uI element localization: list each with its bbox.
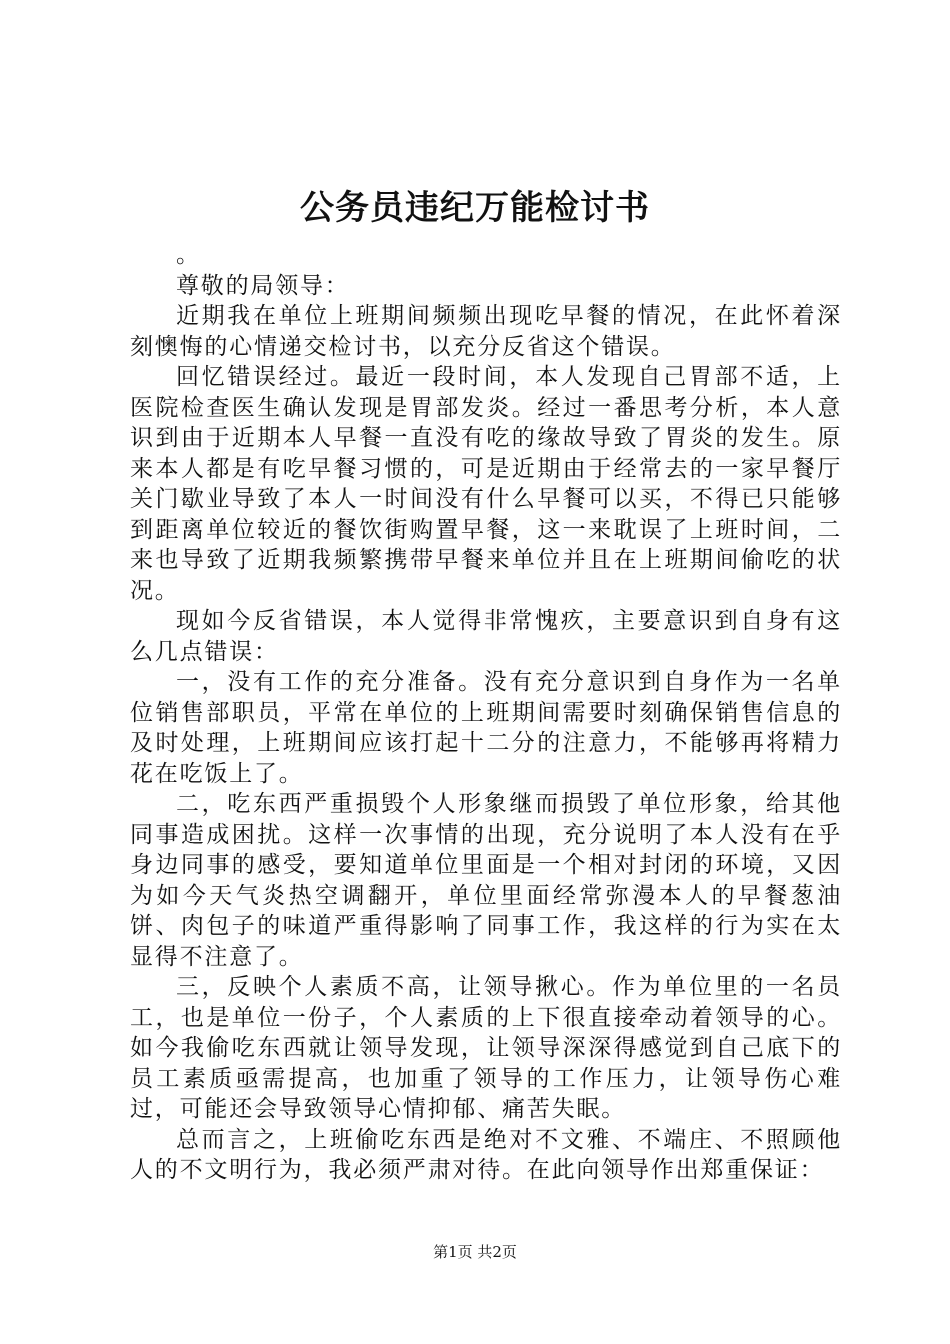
- paragraph: 三，反映个人素质不高，让领导揪心。作为单位里的一名员工，也是单位一份子，个人素质的上下很直接牵动着领导的心。如今我偷吃东西就让领导发现，让领导深深得感觉到自己底下的员工素质亟需提高，也加重了领导的工作压力，让领导伤心难过，可能还会导致领导心情抑郁、痛苦失眠。: [130, 974, 842, 1122]
- document-body: [130, 240, 842, 1186]
- page-number-footer: 第1页 共2页: [433, 1243, 517, 1261]
- paragraph: 一，没有工作的充分准备。没有充分意识到自身作为一名单位销售部职员，平常在单位的上班期间需要时刻确保销售信息的及时处理，上班期间应该打起十二分的注意力，不能够再将精力花在吃饭上了。: [130, 669, 842, 787]
- paragraph: 近期我在单位上班期间频频出现吃早餐的情况，在此怀着深刻懊悔的心情递交检讨书，以充分反省这个错误。: [130, 303, 842, 360]
- paragraph: 总而言之，上班偷吃东西是绝对不文雅、不端庄、不照顾他人的不文明行为，我必须严肃对待。在此向领导作出郑重保证：: [130, 1126, 842, 1183]
- salutation: 尊敬的局领导：: [176, 272, 350, 299]
- paragraph: 现如今反省错误，本人觉得非常愧疚，主要意识到自身有这么几点错误：: [130, 608, 842, 665]
- paragraph-mark: 。: [176, 242, 201, 268]
- paragraph: 回忆错误经过。最近一段时间，本人发现自己胃部不适，上医院检查医生确认发现是胃部发炎。经过一番思考分析，本人意识到由于近期本人早餐一直没有吃的缘故导致了胃炎的发生。原来本人都是有吃早餐习惯的，可是近期由于经常去的一家早餐厅关门歇业导致了本人一时间没有什么早餐可以买，不得已只能够到距离单位较近的餐饮街购置早餐，这一来耽误了上班时间，二来也导致了近期我频繁携带早餐来单位并且在上班期间偷吃的状况。: [130, 364, 842, 604]
- paragraph: 二，吃东西严重损毁个人形象继而损毁了单位形象，给其他同事造成困扰。这样一次事情的出现，充分说明了本人没有在乎身边同事的感受，要知道单位里面是一个相对封闭的环境，又因为如今天气炎热空调翻开，单位里面经常弥漫本人的早餐葱油饼、肉包子的味道严重得影响了同事工作，我这样的行为实在太显得不注意了。: [130, 791, 842, 970]
- document-title: 公务员违纪万能检讨书: [300, 188, 650, 228]
